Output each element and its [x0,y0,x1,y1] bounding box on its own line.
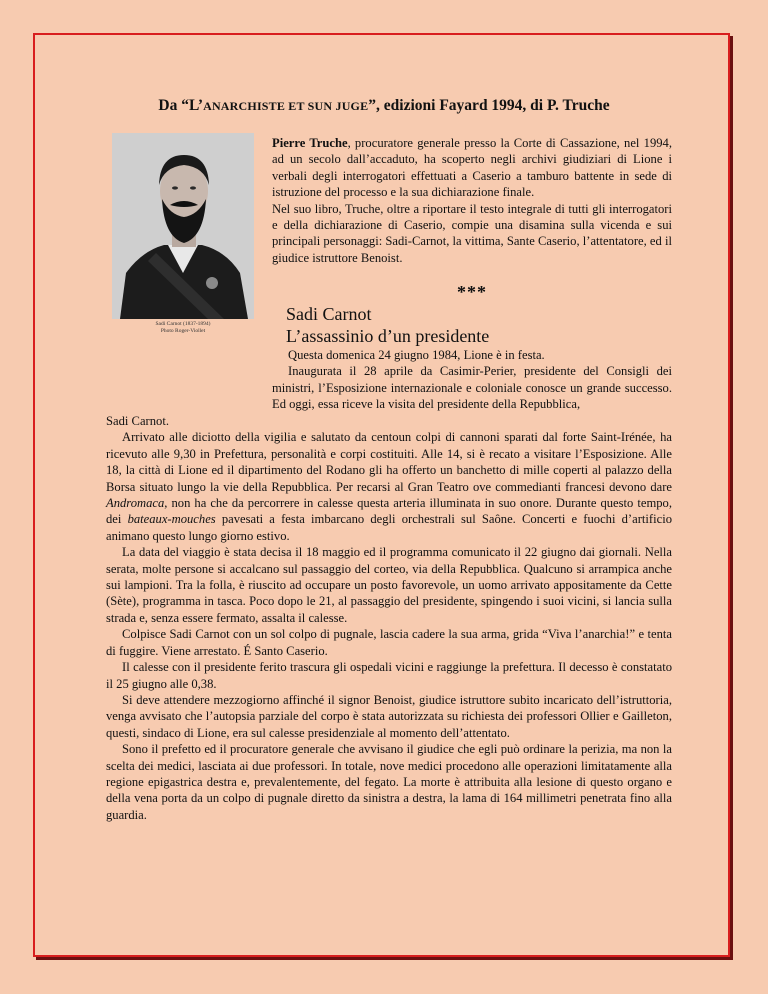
section-separator: *** [457,282,487,302]
portrait-photo [112,133,254,319]
document-heading: Da “L’ANARCHISTE ET SUN JUGE”, edizioni Fayard 1994, di P. Truche [158,97,610,114]
article-body: Sadi Carnot. Arrivato alle diciotto della vigilia e salutato da centoun colpi di cannoni sparati dal forte Saint-Irénée, ha ricevuto alle 9,30 in Prefettura, personalità e corpi costituiti. Alle 14, si è recato a visitare l’Esposizione. Alle 18, la città di Lione ed il dipartimento del Rodano gli ha offerto un banchetto di mille coperti al palazzo della Borsa situato lungo la vie della Repubblica. Per recarsi al Gran Teatro ove commedianti francesi devono dare Andromaca, non ha che da percorrere in calesse questa arteria illuminata in suo onore. Durante questo tempo, dei bateaux-mouches pavesati a festa imbarcano degli orchestrali sul Saône. Concerti e fuochi d’artificio animano questo lungo giorno estivo. La data del viaggio è stata decisa il 18 maggio ed il programma comunicato il 22 giugno dai giornali. Nella serata, molte persone si accalcano sul passaggio del corteo, via della Repubblica. Qualcuno si arrampica anche sui lampioni. Tra la folla, è riuscito ad occupare un posto favorevole, un uomo arrivato appositamente da Cette (Sète), programma in tasca. Poco dopo le 21, al passaggio del presidente, spingendo i suoi vicini, si lancia sulla strada e, senza essere fermato, assalta il calesse. Colpisce Sadi Carnot con un sol colpo di pugnale, lascia cadere la sua arma, grida “Viva l’anarchia!” e tenta di fuggire. Viene arrestato. É Santo Caserio. Il calesse con il presidente ferito trascura gli ospedali vicini e raggiunge la prefettura. Il decesso è constatato il 25 giugno alle 0,38. Si deve attendere mezzogiorno affinché il signor Benoist, giudice istruttore subito incaricato dell’istruttoria, venga avvisato che l’autopsia parziale del corpo è stata autorizzata su richiesta dei professori Ollier e Gailleton, questi, sindaco di Lione, era sul calesse presidenziale al momento dell’attentato. Sono il prefetto ed il procuratore generale che avvisano il giudice che egli può ordinare la perizia, ma non la scelta dei medici, lasciata ai due professori. In totale, nove medici procedono alle operazioni limitatamente alla regione epigastrica destra e, prevalentemente, del fegato. La morte è attribuita alla lesione di questo organo e della vena porta da un colpo di pugnale diretto da sinistra a destra, la lama di 164 millimetri penetrata fino alla guardia. [106,414,672,822]
book-title-smallcaps: ANARCHISTE ET SUN JUGE [203,99,369,113]
photo-caption: Sadi Carnot (1837-1894) Photo Roger-Viollet [155,321,211,334]
intro-text: Pierre Truche, procuratore generale presso la Corte di Cassazione, nel 1994, ad un secolo dall’accaduto, ha scoperto negli archivi giudiziari di Lione i verbali degli interrogatori effettuati a Caserio a tamburo battente in sede di istruzione del processo e la sua dichiarazione finale. Nel suo libro, Truche, oltre a riportare il testo integrale di tutti gli interrogatori e della dichiarazione di Caserio, compie una disamina sulla vicenda e sui principali personaggi: Sadi-Carnot, la vittima, Sante Caserio, l’attentatore, ed il giudice istruttore Benoist. [272,136,672,265]
article-lead: Questa domenica 24 giugno 1984, Lione è in festa. Inaugurata il 28 aprile da Casimir-Perier, presidente del Consigli dei ministri, l’Esposizione internazionale e coloniale conosce un grande successo. Ed oggi, essa riceve la visita del presidente della Repubblica, [272,348,672,412]
author-name: Pierre Truche [272,136,348,150]
intro-paragraph-2: Nel suo libro, Truche, oltre a riportare il testo integrale di tutti gli interrogatori e della dichiarazione di Caserio, compie una disamina sulla vicenda e sui principali personaggi: Sadi-Carnot, la vittima, Sante Caserio, l’attentatore, ed il giudice istruttore Benoist. [272,201,672,265]
article-title: Sadi Carnot L’assassinio d’un presidente [286,304,490,346]
